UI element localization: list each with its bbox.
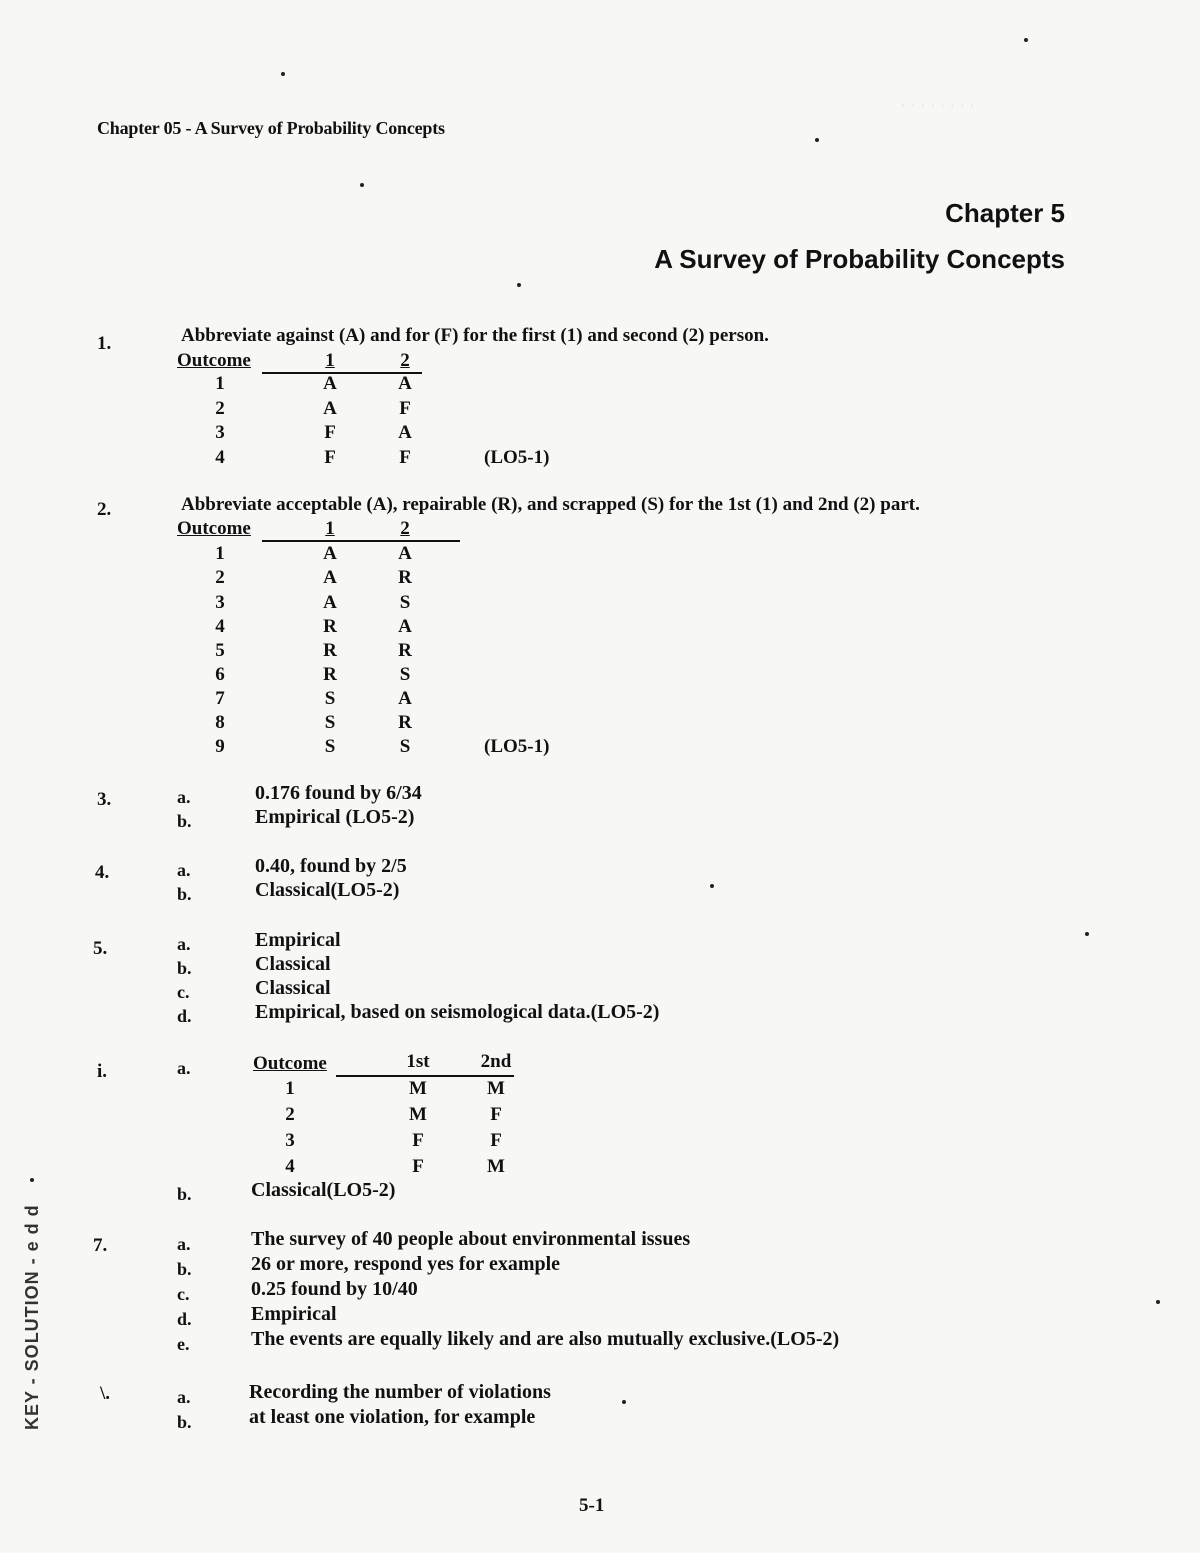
q2-row-6-second: S (399, 664, 411, 685)
q6-header-rule (336, 1075, 514, 1077)
q6-part-b-answer: Classical(LO5-2) (251, 1179, 396, 1201)
question-1-number: 1. (97, 333, 112, 354)
q8-part-a-label: a. (177, 1387, 191, 1407)
q3-part-a-answer: 0.176 found by 6/34 (255, 782, 422, 804)
q6-part-b-label: b. (177, 1184, 192, 1204)
q5-part-d-label: d. (177, 1006, 192, 1026)
q2-row-7-second: A (398, 688, 412, 709)
page-number: 5-1 (579, 1495, 605, 1516)
q1-row-3-outcome: 3 (215, 422, 225, 443)
q6-part-a-label: a. (177, 1058, 191, 1078)
q5-part-b-label: b. (177, 958, 192, 978)
q6-row-4-second: M (487, 1156, 505, 1177)
q1-row-3-second: A (398, 422, 412, 443)
q7-part-a-answer: The survey of 40 people about environmental issues (251, 1228, 691, 1250)
q2-row-1-outcome: 1 (215, 543, 225, 564)
q6-header-outcome: Outcome (253, 1053, 327, 1074)
scan-speck (815, 138, 819, 142)
q8-part-b-label: b. (177, 1412, 192, 1432)
q2-row-8-outcome: 8 (215, 712, 225, 733)
q1-header-outcome: Outcome (177, 350, 251, 371)
scan-speck (710, 884, 714, 888)
scan-speck (622, 1400, 626, 1404)
running-head: Chapter 05 - A Survey of Probability Concepts (97, 118, 445, 138)
q2-row-7-outcome: 7 (215, 688, 225, 709)
q2-row-6-outcome: 6 (215, 664, 225, 685)
q7-part-d-answer: Empirical (251, 1303, 337, 1325)
q6-row-4-outcome: 4 (285, 1156, 295, 1177)
q8-part-a-answer: Recording the number of violations (249, 1381, 551, 1403)
q5-part-c-label: c. (177, 982, 190, 1002)
question-5-number: 5. (93, 938, 108, 959)
q7-part-a-label: a. (177, 1234, 191, 1254)
q1-header-2: 2 (400, 350, 410, 371)
q2-row-4-outcome: 4 (215, 616, 225, 637)
q6-row-2-first: M (409, 1104, 427, 1125)
q7-part-b-answer: 26 or more, respond yes for example (251, 1253, 561, 1275)
q2-row-6-first: R (323, 664, 337, 685)
q1-row-1-outcome: 1 (215, 373, 225, 394)
q5-part-d-answer: Empirical, based on seismological data.(LO5-2) (255, 1001, 660, 1023)
q6-row-4-first: F (412, 1156, 424, 1177)
q7-part-d-label: d. (177, 1309, 192, 1329)
q6-row-1-second: M (487, 1078, 505, 1099)
q5-part-b-answer: Classical (255, 953, 331, 975)
scan-speck (281, 72, 285, 76)
q1-row-4-outcome: 4 (215, 447, 225, 468)
q2-row-5-second: R (398, 640, 412, 661)
q1-row-2-second: F (399, 398, 411, 419)
q2-header-1: 1 (325, 518, 335, 539)
q1-row-1-second: A (398, 373, 412, 394)
q2-row-5-outcome: 5 (215, 640, 225, 661)
q2-row-8-second: R (398, 712, 412, 733)
chapter-title: Chapter 5 (945, 198, 1065, 228)
q6-row-1-first: M (409, 1078, 427, 1099)
question-4-number: 4. (95, 862, 110, 883)
q4-part-b-answer: Classical(LO5-2) (255, 879, 400, 901)
q7-part-b-label: b. (177, 1259, 192, 1279)
question-7-number: 7. (93, 1235, 108, 1256)
q5-part-a-label: a. (177, 934, 191, 954)
q6-row-2-second: F (490, 1104, 502, 1125)
question-2-number: 2. (97, 499, 112, 520)
q1-row-3-first: F (324, 422, 336, 443)
q1-row-4-second: F (399, 447, 411, 468)
scan-speck (1156, 1300, 1160, 1304)
q6-header-2nd: 2nd (480, 1051, 512, 1072)
q4-part-a-label: a. (177, 860, 191, 880)
q1-row-4-first: F (324, 447, 336, 468)
q1-row-1-first: A (323, 373, 337, 394)
question-8-number: \. (100, 1383, 111, 1404)
q2-row-7-first: S (324, 688, 336, 709)
scan-speck (517, 283, 521, 287)
q2-row-4-first: R (323, 616, 337, 637)
q2-row-1-first: A (323, 543, 337, 564)
q2-row-8-first: S (324, 712, 336, 733)
q2-row-9-first: S (324, 736, 336, 757)
q3-part-b-label: b. (177, 811, 192, 831)
scan-speck (1024, 38, 1028, 42)
q2-header-outcome: Outcome (177, 518, 251, 539)
q2-row-3-second: S (399, 592, 411, 613)
question-1-text: Abbreviate against (A) and for (F) for the first (1) and second (2) person. (181, 325, 769, 346)
q6-row-2-outcome: 2 (285, 1104, 295, 1125)
chapter-subtitle: A Survey of Probability Concepts (654, 244, 1065, 274)
q2-header-rule (262, 540, 460, 542)
q3-part-a-label: a. (177, 787, 191, 807)
question-6-number: i. (97, 1061, 108, 1082)
q4-part-a-answer: 0.40, found by 2/5 (255, 855, 407, 877)
q7-part-c-label: c. (177, 1284, 190, 1304)
q6-row-3-outcome: 3 (285, 1130, 295, 1151)
q2-learning-objective: (LO5-1) (484, 736, 550, 757)
q1-learning-objective: (LO5-1) (484, 447, 550, 468)
q2-row-3-first: A (323, 592, 337, 613)
q5-part-c-answer: Classical (255, 977, 331, 999)
q2-row-9-second: S (399, 736, 411, 757)
scan-speck (1085, 932, 1089, 936)
q6-row-3-second: F (490, 1130, 502, 1151)
q2-row-4-second: A (398, 616, 412, 637)
q8-part-b-answer: at least one violation, for example (249, 1406, 536, 1428)
q1-row-2-outcome: 2 (215, 398, 225, 419)
q1-row-2-first: A (323, 398, 337, 419)
q2-row-3-outcome: 3 (215, 592, 225, 613)
q7-part-c-answer: 0.25 found by 10/40 (251, 1278, 418, 1300)
q2-row-2-second: R (398, 567, 412, 588)
q1-header-1: 1 (325, 350, 335, 371)
question-3-number: 3. (97, 789, 112, 810)
bleed-through-text: · · · · · · · · (900, 96, 976, 115)
q2-row-9-outcome: 9 (215, 736, 225, 757)
q6-row-3-first: F (412, 1130, 424, 1151)
q2-header-2: 2 (400, 518, 410, 539)
q2-row-2-outcome: 2 (215, 567, 225, 588)
q6-header-1st: 1st (406, 1051, 430, 1072)
scan-speck (360, 183, 364, 187)
scan-speck (30, 1178, 34, 1182)
q6-row-1-outcome: 1 (285, 1078, 295, 1099)
q7-part-e-label: e. (177, 1334, 190, 1354)
q7-part-e-answer: The events are equally likely and are also mutually exclusive.(LO5-2) (251, 1328, 840, 1350)
q2-row-1-second: A (398, 543, 412, 564)
q2-row-5-first: R (323, 640, 337, 661)
question-2-text: Abbreviate acceptable (A), repairable (R), and scrapped (S) for the 1st (1) and 2nd (2) part. (181, 494, 920, 515)
q3-part-b-answer: Empirical (LO5-2) (255, 806, 415, 828)
q4-part-b-label: b. (177, 884, 192, 904)
side-margin-text: KEY - SOLUTION - e d d (22, 1204, 42, 1430)
q2-row-2-first: A (323, 567, 337, 588)
q5-part-a-answer: Empirical (255, 929, 341, 951)
